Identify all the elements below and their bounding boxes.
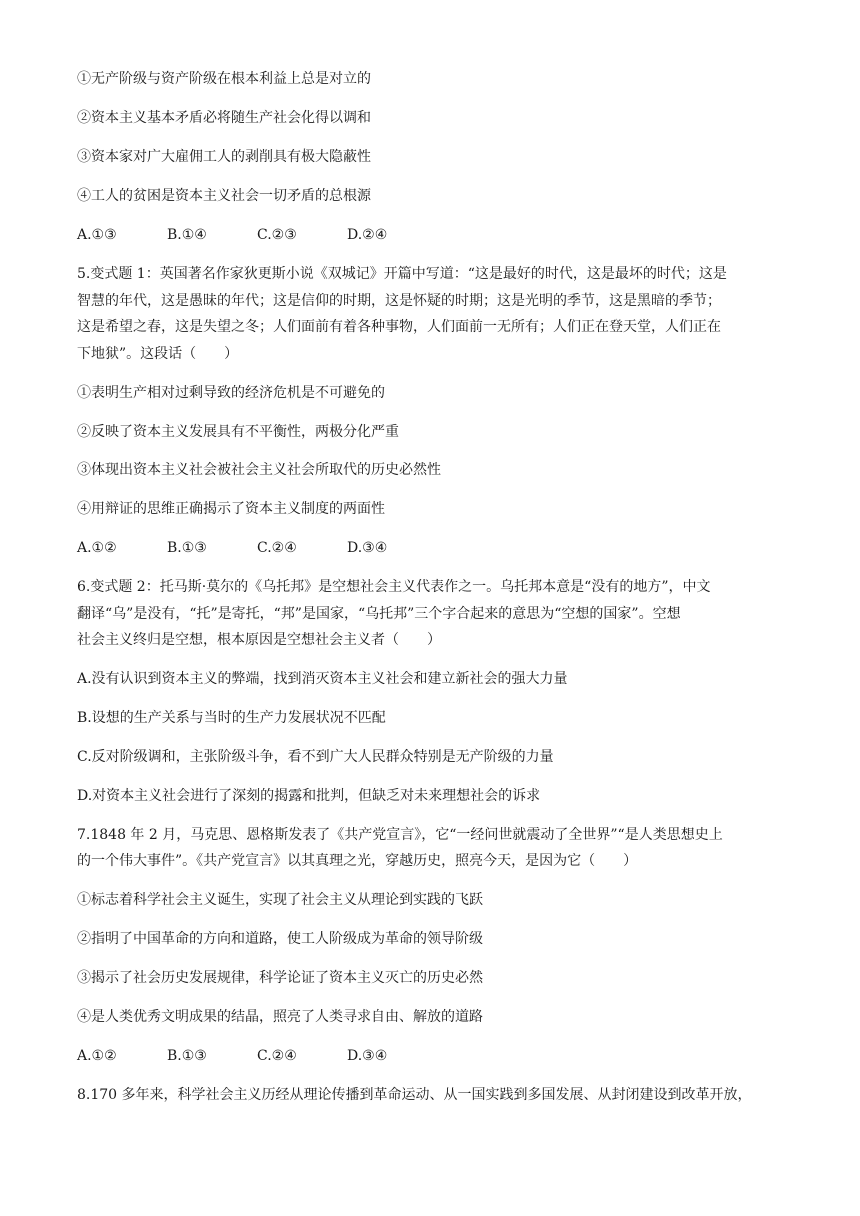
q5-stem-line-3: 这是希望之春，这是失望之冬；人们面前有着各种事物，人们面前一无所有；人们正在登天堂，人们正在 xyxy=(77,319,721,335)
q5-option-c: C.②④ xyxy=(257,540,297,556)
q5-stem-line-1: 5.变式题 1：英国著名作家狄更斯小说《双城记》开篇中写道：“这是最好的时代，这是最坏的时代；这是 xyxy=(77,266,727,282)
q6-option-a: A.没有认识到资本主义的弊端，找到消灭资本主义社会和建立新社会的强大力量 xyxy=(77,671,568,687)
q7-options xyxy=(77,1046,437,1066)
q4-item-4: ④工人的贫困是资本主义社会一切矛盾的总根源 xyxy=(77,188,371,204)
q7-item-2: ②指明了中国革命的方向和道路，使工人阶级成为革命的领导阶级 xyxy=(77,931,483,947)
q6-stem-line-3: 社会主义终归是空想，根本原因是空想社会主义者（ ） xyxy=(77,632,441,648)
q4-option-a: A.①③ xyxy=(77,227,117,243)
q6-option-d: D.对资本主义社会进行了深刻的揭露和批判，但缺乏对未来理想社会的诉求 xyxy=(77,788,541,804)
q4-item-2: ②资本主义基本矛盾必将随生产社会化得以调和 xyxy=(77,110,371,126)
q5-item-2: ②反映了资本主义发展具有不平衡性，两极分化严重 xyxy=(77,424,399,440)
q4-item-3: ③资本家对广大雇佣工人的剥削具有极大隐蔽性 xyxy=(77,149,371,165)
q7-option-a: A.①② xyxy=(77,1048,117,1064)
q6-option-b: B.设想的生产关系与当时的生产力发展状况不匹配 xyxy=(77,710,386,726)
q6-option-c: C.反对阶级调和，主张阶级斗争，看不到广大人民群众特别是无产阶级的力量 xyxy=(77,749,554,765)
q7-option-d: D.③④ xyxy=(347,1048,388,1064)
q4-options xyxy=(77,225,437,245)
q4-item-1: ①无产阶级与资产阶级在根本利益上总是对立的 xyxy=(77,71,371,87)
q8-stem-line-1: 8.170 多年来，科学社会主义历经从理论传播到革命运动、从一国实践到多国发展、从封闭建设到改革开放， xyxy=(77,1087,752,1103)
q5-item-4: ④用辩证的思维正确揭示了资本主义制度的两面性 xyxy=(77,501,385,517)
q6-stem-line-1: 6.变式题 2：托马斯·莫尔的《乌托邦》是空想社会主义代表作之一。乌托邦本意是“没有的地方”，中文 xyxy=(77,579,711,595)
q7-item-3: ③揭示了社会历史发展规律，科学论证了资本主义灭亡的历史必然 xyxy=(77,970,483,986)
q5-options xyxy=(77,538,437,558)
q7-stem-line-1: 7.1848 年 2 月，马克思、恩格斯发表了《共产党宣言》，它“一经问世就震动了全世界”“是人类思想史上 xyxy=(77,827,723,843)
q5-option-a: A.①② xyxy=(77,540,117,556)
q5-item-1: ①表明生产相对过剩导致的经济危机是不可避免的 xyxy=(77,385,385,401)
q5-stem-line-4: 下地狱”。这段话（ ） xyxy=(77,346,239,362)
q6-stem-line-2: 翻译“乌”是没有，“托”是寄托，“邦”是国家，“乌托邦”三个字合起来的意思为“空想的国家”。空想 xyxy=(77,606,681,622)
q7-item-1: ①标志着科学社会主义诞生，实现了社会主义从理论到实践的飞跃 xyxy=(77,892,483,908)
q7-stem-line-2: 的一个伟大事件”。《共产党宣言》以其真理之光，穿越历史，照亮今天，是因为它（ ） xyxy=(77,853,638,869)
q5-stem-line-2: 智慧的年代，这是愚昧的年代；这是信仰的时期，这是怀疑的时期；这是光明的季节，这是黑暗的季节； xyxy=(77,293,721,309)
q4-option-d: D.②④ xyxy=(347,227,388,243)
q4-option-c: C.②③ xyxy=(257,227,297,243)
q5-option-b: B.①③ xyxy=(167,540,207,556)
q7-option-b: B.①③ xyxy=(167,1048,207,1064)
q5-option-d: D.③④ xyxy=(347,540,388,556)
q7-item-4: ④是人类优秀文明成果的结晶，照亮了人类寻求自由、解放的道路 xyxy=(77,1009,483,1025)
q7-option-c: C.②④ xyxy=(257,1048,297,1064)
q5-item-3: ③体现出资本主义社会被社会主义社会所取代的历史必然性 xyxy=(77,462,441,478)
q4-option-b: B.①④ xyxy=(167,227,207,243)
